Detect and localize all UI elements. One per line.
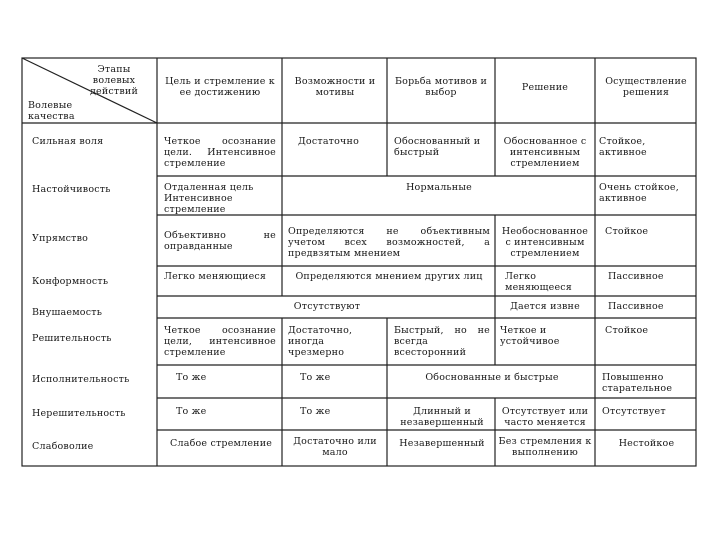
quality-conformity: Конформность: [32, 276, 109, 287]
column-header-struggle: Борьба мотивов и выбор: [394, 76, 488, 98]
cell-strong-will-decision: Обоснованное с интенсивным стремлением: [503, 136, 587, 169]
cell-conformity-decision: Легко меняющееся: [505, 271, 572, 293]
cell-conformity-goal: Легко меняющиеся: [164, 271, 267, 282]
cell-indecisiveness-decision: Отсутствует или часто меняется: [501, 406, 589, 428]
cell-weak-will-execution: Нестойкое: [618, 438, 675, 449]
cell-decisiveness-struggle: Быстрый, но не всегда всесторонний: [394, 325, 490, 358]
cell-stubbornness-possibilities-struggle: Определяются не объективным учетом всех возможностей, а предвзятым мнением: [288, 226, 490, 259]
cell-strong-will-struggle: Обоснованный и быстрый: [394, 136, 481, 158]
column-header-goal: Цель и стремление к ее достижению: [165, 76, 275, 98]
cell-decisiveness-goal: Четкое осознание цели, интенсивное стремление: [164, 325, 276, 358]
cell-conformity-execution: Пассивное: [608, 271, 664, 282]
cell-suggestibility-goal-struggle: Отсутствуют: [293, 301, 361, 312]
cell-stubbornness-goal: Объективно не оправданные: [164, 230, 276, 252]
cell-diligence-possibilities: То же: [300, 372, 331, 383]
cell-persistence-goal: Отдаленная цель Интенсивное стремление: [164, 182, 254, 215]
quality-decisiveness: Решительность: [32, 333, 112, 344]
cell-diligence-goal: То же: [176, 372, 207, 383]
quality-suggestibility: Внушаемость: [32, 307, 103, 318]
cell-suggestibility-execution: Пассивное: [608, 301, 664, 312]
cell-decisiveness-possibilities: Достаточно, иногда чрезмерно: [288, 325, 353, 358]
cell-persistence-execution: Очень стойкое, активное: [599, 182, 679, 204]
column-header-decision: Решение: [521, 82, 569, 93]
cell-strong-will-possibilities: Достаточно: [298, 136, 359, 147]
column-header-execution: Осуществление решения: [605, 76, 687, 98]
cell-decisiveness-execution: Стойкое: [605, 325, 649, 336]
cell-indecisiveness-execution: Отсутствует: [602, 406, 666, 417]
cell-conformity-possibilities-struggle: Определяются мнением других лиц: [295, 271, 483, 282]
cell-indecisiveness-struggle: Длинный и незавершенный: [400, 406, 484, 428]
cell-weak-will-goal: Слабое стремление: [170, 438, 273, 449]
cell-weak-will-struggle: Незавершенный: [399, 438, 485, 449]
quality-indecisiveness: Нерешительность: [32, 408, 126, 419]
column-header-possibilities: Возможности и мотивы: [294, 76, 376, 98]
cell-indecisiveness-goal: То же: [176, 406, 207, 417]
cell-stubbornness-decision: Необоснованное с интенсивным стремлением: [501, 226, 589, 259]
cell-weak-will-possibilities: Достаточно или мало: [293, 436, 377, 458]
cell-strong-will-goal: Четкое осознание цели. Интенсивное стремление: [164, 136, 276, 169]
cell-strong-will-execution: Стойкое, активное: [599, 136, 647, 158]
cell-diligence-struggle-decision: Обоснованные и быстрые: [425, 372, 559, 383]
table-border: [22, 58, 696, 466]
quality-stubbornness: Упрямство: [32, 233, 89, 244]
cell-stubbornness-execution: Стойкое: [605, 226, 649, 237]
cell-suggestibility-decision: Дается извне: [510, 301, 580, 312]
cell-weak-will-decision: Без стремления к выполнению: [498, 436, 592, 458]
corner-top-label: Этапы волевых действий: [90, 64, 138, 97]
quality-strong-will: Сильная воля: [32, 136, 104, 147]
cell-diligence-execution: Повышенно старательное: [602, 372, 673, 394]
quality-weak-will: Слабоволие: [32, 441, 94, 452]
cell-persistence-merged: Нормальные: [406, 182, 472, 193]
corner-bottom-label: Волевые качества: [28, 100, 75, 122]
quality-persistence: Настойчивость: [32, 184, 111, 195]
cell-decisiveness-decision: Четкое и устойчивое: [500, 325, 560, 347]
cell-indecisiveness-possibilities: То же: [300, 406, 331, 417]
quality-diligence: Исполнительность: [32, 374, 130, 385]
